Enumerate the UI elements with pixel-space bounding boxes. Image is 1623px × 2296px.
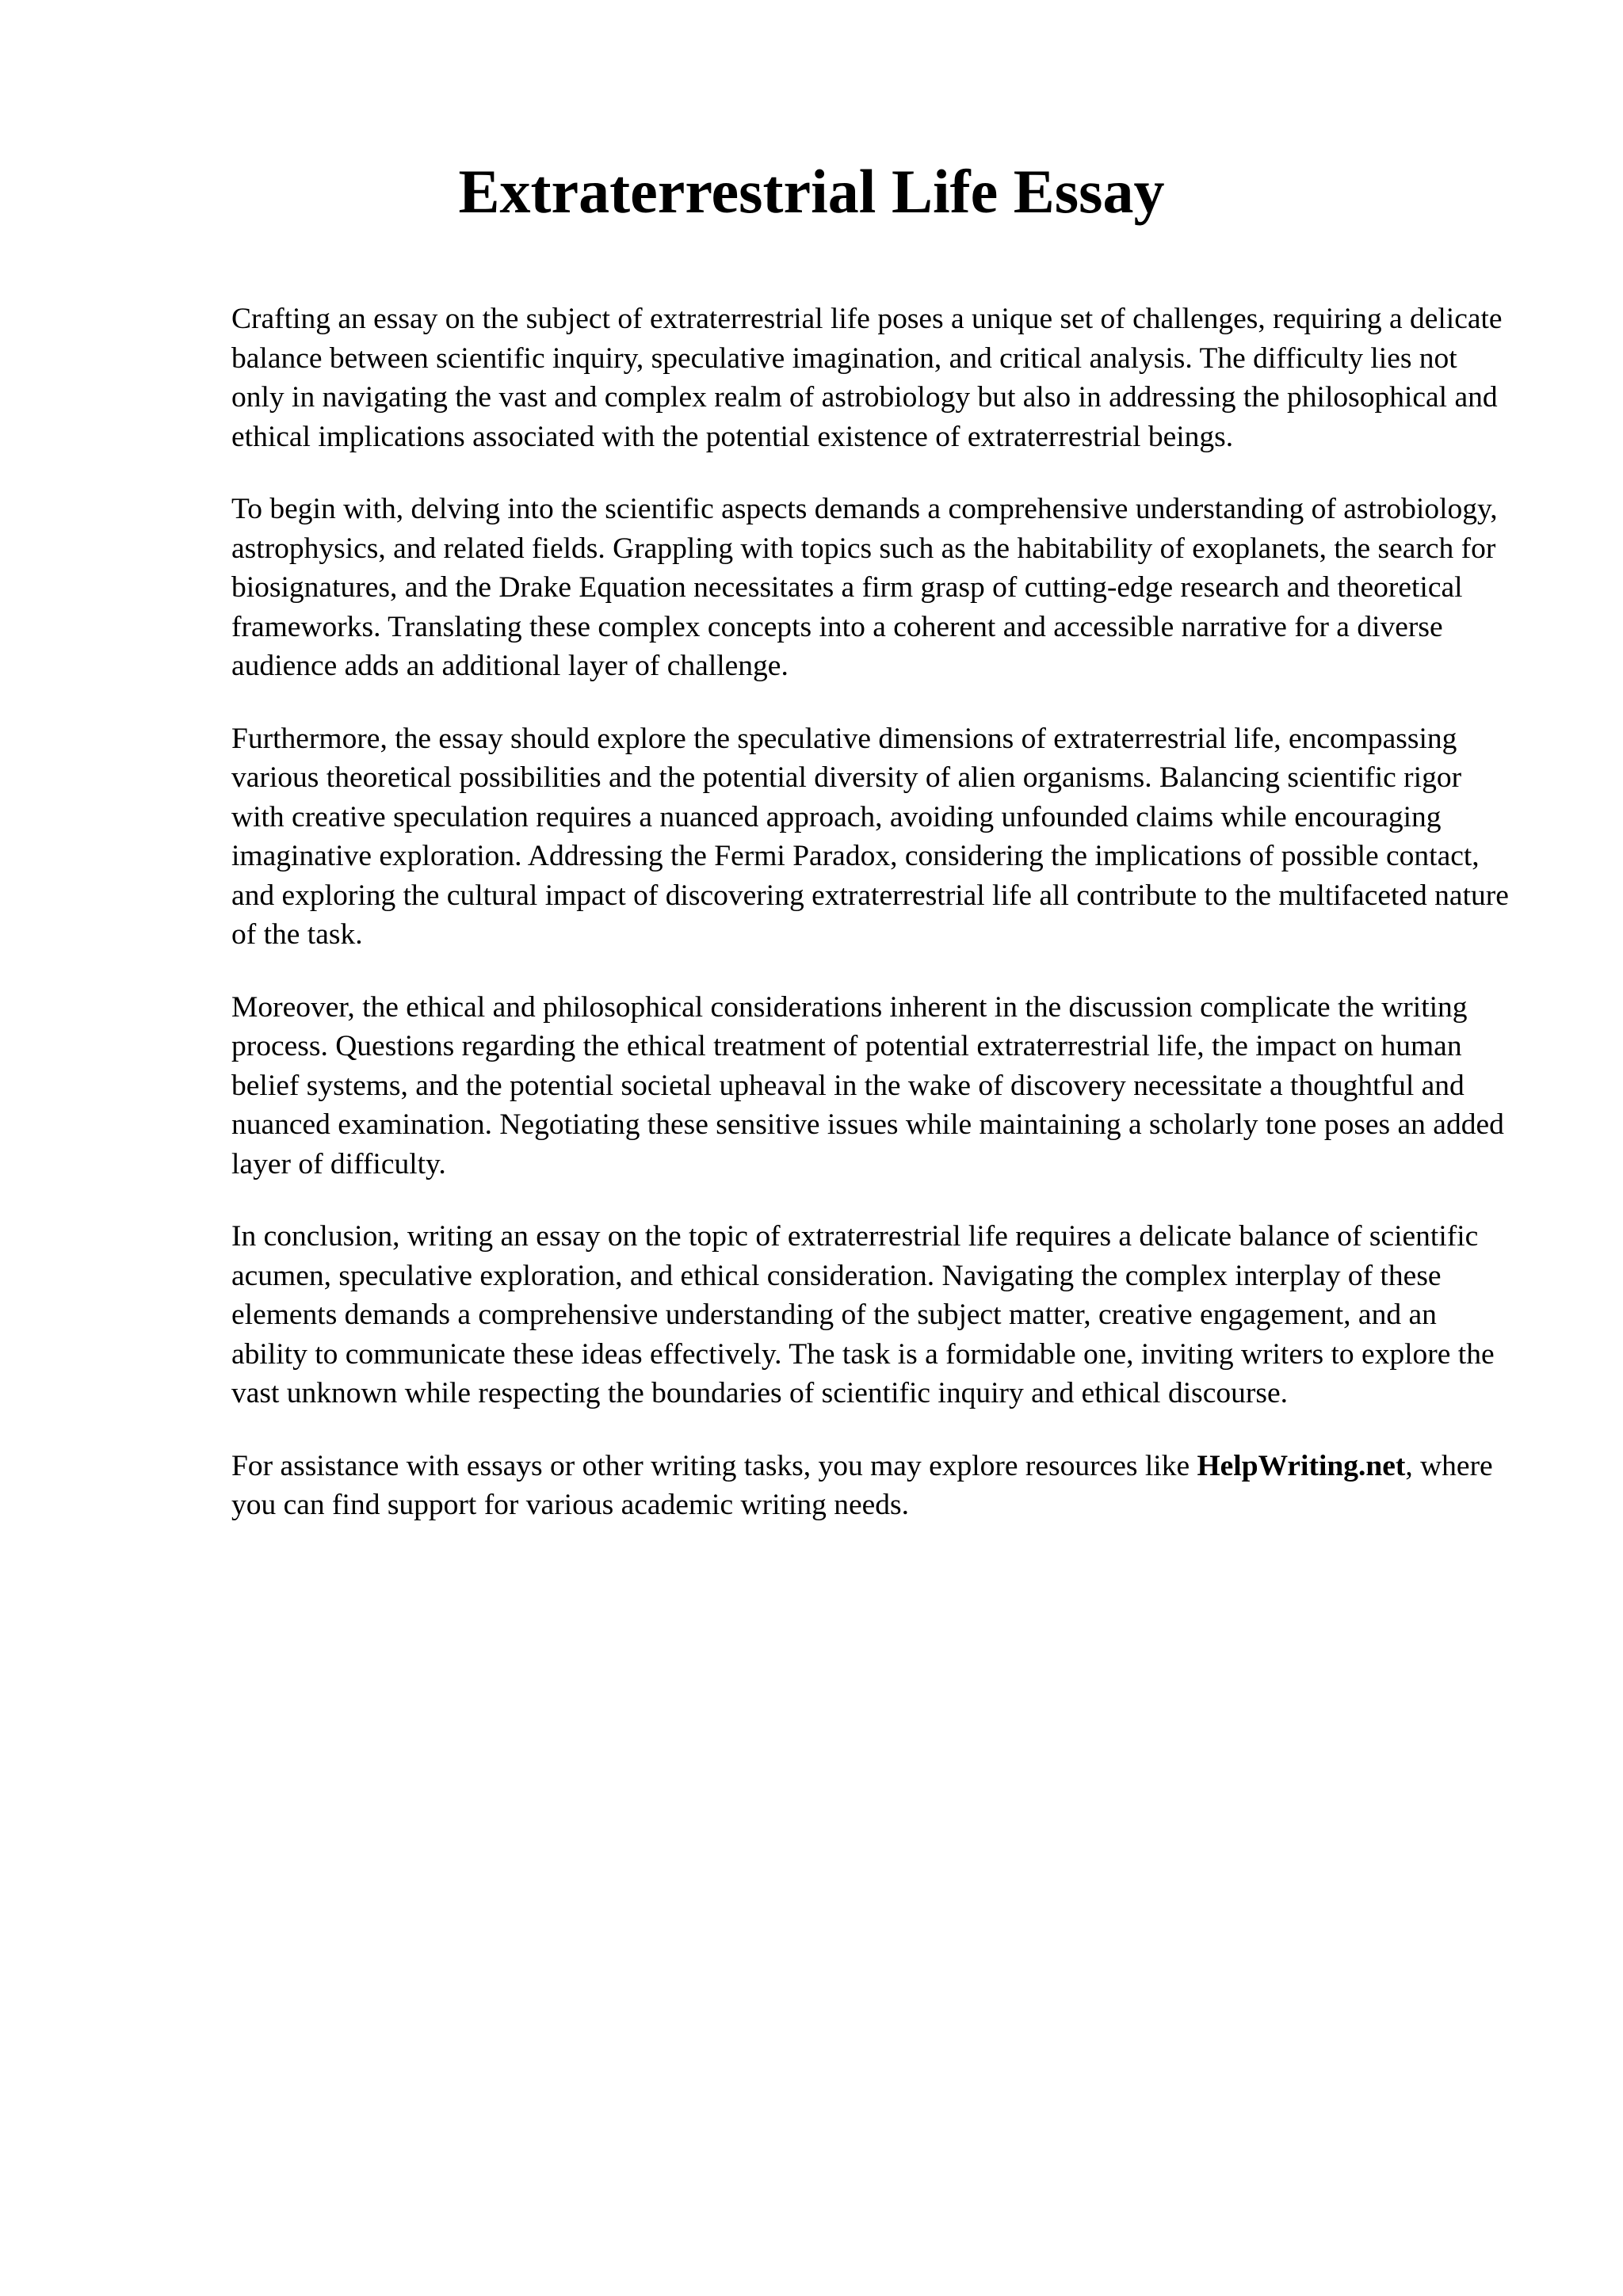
paragraph-speculative-dimensions: Furthermore, the essay should explore the speculative dimensions of extraterrestrial life, encompassing various theoretical possibilities and the potential diversity of alien organisms. Balancing scientific rigor with creative speculation requires a nuanced approach, avoiding unfounded claims while encouraging imaginative exploration. Addressing the Fermi Paradox, considering the implications of possible contact, and exploring the cultural impact of discovering extraterrestrial life all contribute to the multifaceted nature of the task.: [231, 722, 1509, 951]
closing-text-after: , where you can find support for various academic writing needs.: [231, 1449, 1493, 1521]
helpwriting-link[interactable]: HelpWriting.net: [1197, 1449, 1406, 1482]
document-title: Extraterrestrial Life Essay: [458, 157, 1165, 226]
paragraph-conclusion: In conclusion, writing an essay on the topic of extraterrestrial life requires a delicate balance of scientific acumen, speculative exploration, and ethical consideration. Navigating the complex interplay of these elements demands a comprehensive understanding of the subject matter, creative engagement, and an ability to communicate these ideas effectively. The task is a formidable one, inviting writers to explore the vast unknown while respecting the boundaries of scientific inquiry and ethical discourse.: [231, 1220, 1495, 1409]
document-body: [231, 299, 1515, 1558]
paragraph-closing: [231, 1447, 1515, 1525]
paragraph-ethical-considerations: Moreover, the ethical and philosophical considerations inherent in the discussion complicate the writing process. Questions regarding the ethical treatment of potential extraterrestrial life, the impact on human belief systems, and the potential societal upheaval in the wake of discovery necessitate a thoughtful and nuanced examination. Negotiating these sensitive issues while maintaining a scholarly tone poses an added layer of difficulty.: [231, 990, 1504, 1180]
paragraph-scientific-aspects: To begin with, delving into the scientific aspects demands a comprehensive understanding of astrobiology, astrophysics, and related fields. Grappling with topics such as the habitability of exoplanets, the search for biosignatures, and the Drake Equation necessitates a firm grasp of cutting-edge research and theoretical frameworks. Translating these complex concepts into a coherent and accessible narrative for a diverse audience adds an additional layer of challenge.: [231, 493, 1498, 682]
paragraph-intro: Crafting an essay on the subject of extraterrestrial life poses a unique set of challenges, requiring a delicate balance between scientific inquiry, speculative imagination, and critical analysis. The difficulty lies not only in navigating the vast and complex realm of astrobiology but also in addressing the philosophical and ethical implications associated with the potential existence of extraterrestrial beings.: [231, 303, 1503, 453]
closing-text-before: For assistance with essays or other writing tasks, you may explore resources like: [231, 1449, 1197, 1482]
